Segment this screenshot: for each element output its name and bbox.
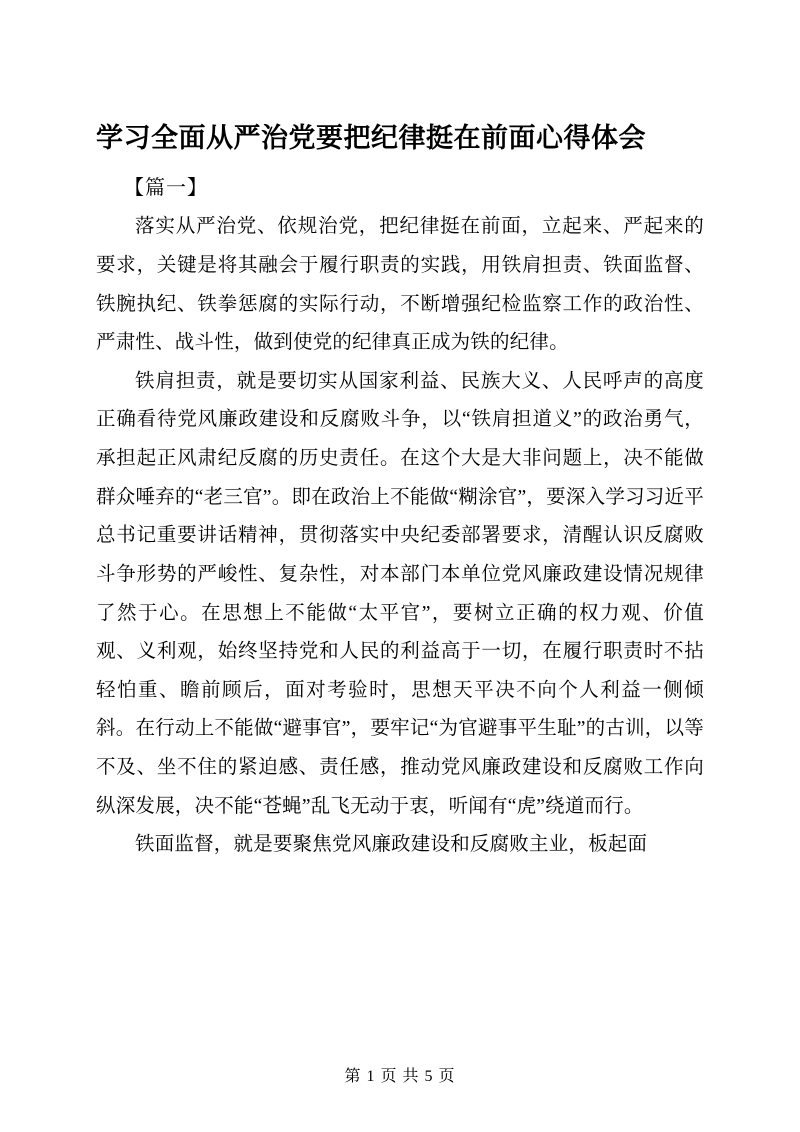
document-body xyxy=(96,208,704,1072)
paragraph: 铁面监督，就是要聚焦党风廉政建设和反腐败主业，板起面 xyxy=(135,834,648,856)
paragraph: 落实从严治党、依规治党，把纪律挺在前面，立起来、严起来的要求，关键是将其融会于履行职责的实践，用铁肩担责、铁面监督、铁腕执纪、铁拳惩腐的实际行动，不断增强纪检监察工作的政治性、严肃性、战斗性，做到使党的纪律真正成为铁的纪律。 xyxy=(96,216,704,354)
section-label: 【篇一】 xyxy=(124,177,208,200)
page-title: 学习全面从严治党要把纪律挺在前面心得体会 xyxy=(96,123,646,153)
paragraph: 铁肩担责，就是要切实从国家利益、民族大义、人民呼声的高度正确看待党风廉政建设和反腐败斗争，以“铁肩担道义”的政治勇气，承担起正风肃纪反腐的历史责任。在这个大是大非问题上，决不能做群众唾弃的“老三官”。即在政治上不能做“糊涂官”，要深入学习习近平总书记重要讲话精神，贯彻落实中央纪委部署要求，清醒认识反腐败斗争形势的严峻性、复杂性，对本部门本单位党风廉政建设情况规律了然于心。在思想上不能做“太平官”，要树立正确的权力观、价值观、义利观，始终坚持党和人民的利益高于一切，在履行职责时不拈轻怕重、瞻前顾后，面对考验时，思想天平决不向个人利益一侧倾斜。在行动上不能做“避事官”，要牢记“为官避事平生耻”的古训，以等不及、坐不住的紧迫感、责任感，推动党风廉政建设和反腐败工作向纵深发展，决不能“苍蝇”乱飞无动于衷，听闻有“虎”绕道而行。 xyxy=(96,370,704,817)
page-footer: 第 1 页 共 5 页 xyxy=(344,1068,456,1085)
